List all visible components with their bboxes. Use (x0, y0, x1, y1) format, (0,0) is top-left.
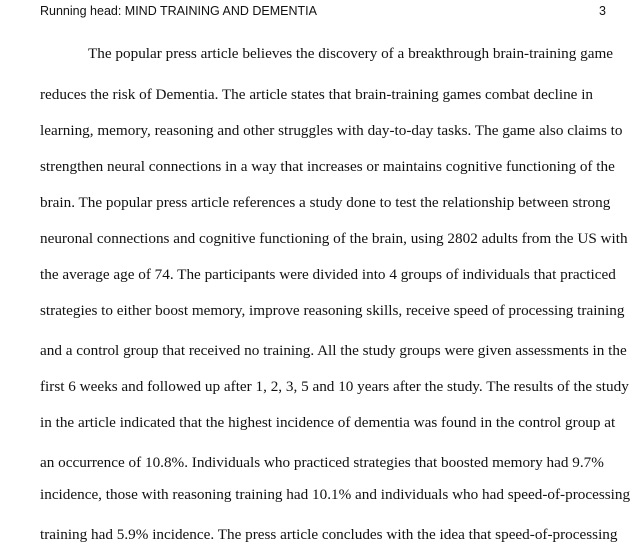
page-number: 3 (599, 4, 606, 18)
text-line: brain. The popular press article references a study done to test the relationship between strong (40, 194, 611, 211)
text-line: in the article indicated that the highest incidence of dementia was found in the control group at (40, 414, 616, 431)
text-line: training had 5.9% incidence. The press article concludes with the idea that speed-of-processing (40, 526, 618, 543)
text-line: the average age of 74. The participants were divided into 4 groups of individuals that practiced (40, 266, 616, 283)
text-line: reduces the risk of Dementia. The article states that brain-training games combat decline in (40, 86, 594, 103)
text-line: first 6 weeks and followed up after 1, 2, 3, 5 and 10 years after the study. The results of the study (40, 378, 629, 395)
text-line: The popular press article believes the discovery of a breakthrough brain-training game (88, 45, 614, 62)
running-head: Running head: MIND TRAINING AND DEMENTIA (40, 4, 317, 18)
text-line: strengthen neural connections in a way that increases or maintains cognitive functioning of the (40, 158, 615, 175)
text-line: strategies to either boost memory, improve reasoning skills, receive speed of processing training (40, 302, 625, 319)
text-line: incidence, those with reasoning training had 10.1% and individuals who had speed-of-processing (40, 486, 631, 503)
text-line: and a control group that received no training. All the study groups were given assessments in the (40, 342, 627, 359)
text-line: neuronal connections and cognitive functioning of the brain, using 2802 adults from the US with (40, 230, 628, 247)
text-line: an occurrence of 10.8%. Individuals who practiced strategies that boosted memory had 9.7% (40, 454, 604, 471)
text-line: learning, memory, reasoning and other struggles with day-to-day tasks. The game also claims to (40, 122, 623, 139)
page-header (40, 4, 606, 22)
